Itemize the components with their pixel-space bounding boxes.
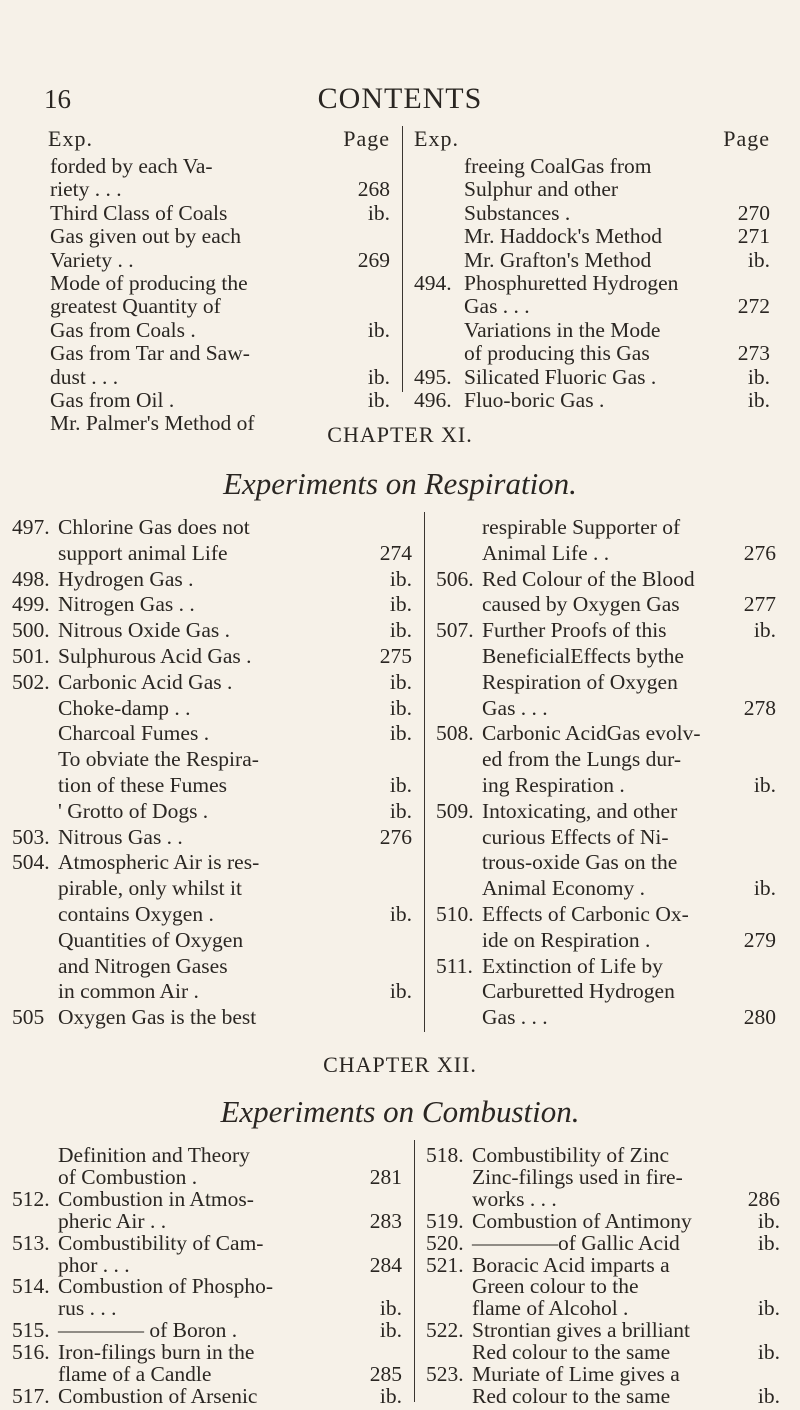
experiment-number: 514. <box>12 1274 50 1299</box>
experiment-number: 520. <box>426 1230 464 1255</box>
entry-title: trous-oxide Gas on the <box>482 850 678 875</box>
page-ref: ib. <box>389 592 412 617</box>
page-ref: ib. <box>389 618 412 643</box>
entry-title: Choke-damp . . <box>58 695 191 720</box>
experiment-number: 502. <box>12 669 50 694</box>
contents-entry <box>414 200 770 226</box>
contents-entry <box>414 317 770 343</box>
contents-entry <box>50 200 390 226</box>
experiment-number: 513. <box>12 1230 50 1255</box>
running-title: CONTENTS <box>317 82 483 115</box>
contents-entry <box>436 591 776 617</box>
page-ref: 278 <box>743 695 776 720</box>
entry-title: Muriate of Lime gives a <box>472 1362 680 1386</box>
page-ref: ib. <box>747 364 770 389</box>
entry-title: To obviate the Respira- <box>58 747 259 772</box>
contents-entry <box>50 293 390 319</box>
entry-title: Respiration of Oxygen <box>482 669 678 694</box>
entry-title: Strontian gives a brilliant <box>472 1318 690 1343</box>
experiment-number: 505 <box>12 1005 45 1030</box>
chapter-12-subtitle: Experiments on Combustion. <box>220 1094 580 1129</box>
left-column-page-heading: Page <box>343 126 390 151</box>
entry-title: Combustion in Atmos- <box>58 1186 254 1211</box>
entry-title: Boracic Acid imparts a <box>472 1252 670 1277</box>
contents-entry <box>12 540 412 566</box>
contents-entry <box>414 293 770 319</box>
column-divider <box>424 512 425 1032</box>
page-ref: ib. <box>379 1383 402 1408</box>
entry-title: ed from the Lungs dur- <box>482 747 681 772</box>
contents-entry <box>436 953 776 979</box>
contents-entry <box>414 364 770 390</box>
contents-entry <box>436 720 776 746</box>
contents-entry <box>426 1383 780 1409</box>
entry-title: Substances . <box>464 200 571 225</box>
entry-title: Mode of producing the <box>50 271 248 295</box>
entry-title: dust . . . <box>50 364 119 389</box>
experiment-number: 511. <box>436 953 473 978</box>
page-ref: 283 <box>369 1208 402 1233</box>
entry-title: contains Oxygen . <box>58 902 214 926</box>
entry-title: and Nitrogen Gases <box>58 953 228 978</box>
entry-title: Nitrogen Gas . . <box>58 592 195 617</box>
entry-title: Definition and Theory <box>58 1143 250 1167</box>
entry-title: Green colour to the <box>472 1274 639 1299</box>
page-ref: ib. <box>753 618 776 643</box>
experiment-number: 521. <box>426 1252 464 1277</box>
page-ref: ib. <box>757 1296 780 1321</box>
page-ref: ib. <box>757 1383 780 1408</box>
entry-title: Carbonic AcidGas evolv- <box>482 721 701 746</box>
page-ref: 286 <box>747 1186 780 1211</box>
contents-entry <box>12 875 412 901</box>
contents-entry <box>414 387 770 413</box>
entry-title: Gas from Coals . <box>50 317 196 342</box>
page-ref: ib. <box>389 798 412 823</box>
contents-entry <box>50 153 390 179</box>
contents-entry <box>50 247 390 273</box>
contents-entry <box>12 566 412 592</box>
contents-entry <box>436 1004 776 1030</box>
entry-title: Silicated Fluoric Gas . <box>464 364 657 389</box>
experiment-number: 508. <box>436 721 474 746</box>
column-divider <box>402 126 403 392</box>
entry-title: pheric Air . . <box>58 1208 167 1233</box>
entry-title: Animal Life . . <box>482 540 610 565</box>
entry-title: Quantities of Oxygen <box>58 927 244 952</box>
entry-title: Mr. Grafton's Method <box>464 247 652 272</box>
experiment-number: 500. <box>12 618 50 643</box>
entry-title: Sulphurous Acid Gas . <box>58 644 252 668</box>
page-ref: 277 <box>743 592 776 617</box>
page-ref: ib. <box>389 979 412 1004</box>
experiment-number: 503. <box>12 824 50 849</box>
experiment-number: 495. <box>414 364 452 389</box>
contents-entry <box>12 901 412 927</box>
page-ref: 280 <box>743 1005 776 1030</box>
entry-title: Effects of Carbonic Ox- <box>482 902 689 926</box>
entry-title: Combustibility of Cam- <box>58 1230 264 1255</box>
entry-title: Gas . . . <box>464 294 530 319</box>
experiment-number: 504. <box>12 850 50 875</box>
contents-entry <box>436 617 776 643</box>
entry-title: Nitrous Gas . . <box>58 824 183 849</box>
entry-title: Fluo-boric Gas . <box>464 388 605 412</box>
entry-title: Further Proofs of this <box>482 618 667 643</box>
experiment-number: 519. <box>426 1208 464 1233</box>
entry-title: flame of a Candle <box>58 1362 212 1386</box>
experiment-number: 523. <box>426 1362 464 1386</box>
contents-entry <box>414 340 770 366</box>
entry-title: Intoxicating, and other <box>482 798 678 823</box>
contents-entry <box>12 720 412 746</box>
entry-title: Mr. Haddock's Method <box>464 224 662 249</box>
entry-title: Sulphur and other <box>464 177 619 202</box>
page-ref: 273 <box>737 341 770 366</box>
entry-title: riety . . . <box>50 177 122 202</box>
page-number: 16 <box>44 84 71 114</box>
page-ref: ib. <box>379 1296 402 1321</box>
page-ref: 281 <box>369 1164 402 1189</box>
page-ref: ib. <box>379 1318 402 1343</box>
entry-title: tion of these Fumes <box>58 773 227 797</box>
entry-title: ide on Respiration . <box>482 927 651 952</box>
chapter-12-heading: CHAPTER XII. <box>323 1052 477 1077</box>
entry-title: Iron-filings burn in the <box>58 1340 255 1365</box>
experiment-number: 494. <box>414 271 452 295</box>
experiment-number: 497. <box>12 515 50 539</box>
contents-entry <box>436 798 776 824</box>
experiment-number: 507. <box>436 618 474 643</box>
experiment-number: 501. <box>12 644 50 668</box>
experiment-number: 506. <box>436 566 474 591</box>
experiment-number: 509. <box>436 798 474 823</box>
page-ref: ib. <box>367 364 390 389</box>
page-ref: ib. <box>389 721 412 746</box>
contents-entry <box>50 317 390 343</box>
entry-title: freeing CoalGas from <box>464 154 652 178</box>
page-ref: 275 <box>379 644 412 668</box>
entry-title: Phosphuretted Hydrogen <box>464 271 679 295</box>
entry-title: Gas . . . <box>482 695 548 720</box>
page-ref: 284 <box>369 1252 402 1277</box>
entry-title: phor . . . <box>58 1252 130 1277</box>
contents-entry <box>12 695 412 721</box>
page-ref: 272 <box>737 294 770 319</box>
entry-title: ing Respiration . <box>482 773 625 797</box>
entry-title: Nitrous Oxide Gas . <box>58 618 230 643</box>
page-ref: 276 <box>743 540 776 565</box>
chapter-11-heading: CHAPTER XI. <box>327 422 473 447</box>
experiment-number: 522. <box>426 1318 464 1343</box>
contents-entry <box>414 153 770 179</box>
column-divider <box>414 1140 415 1402</box>
contents-entry <box>436 978 776 1004</box>
contents-entry <box>50 223 390 249</box>
entry-title: Red colour to the same <box>472 1383 671 1408</box>
contents-entry <box>12 643 412 669</box>
contents-entry <box>12 746 412 772</box>
entry-title: Combustion of Arsenic <box>58 1383 258 1408</box>
contents-entry <box>12 669 412 695</box>
entry-title: works . . . <box>472 1186 557 1211</box>
entry-title: in common Air . <box>58 979 199 1004</box>
experiment-number: 518. <box>426 1143 464 1167</box>
contents-entry <box>436 566 776 592</box>
entry-title: respirable Supporter of <box>482 515 681 539</box>
experiment-number: 510. <box>436 902 474 926</box>
entry-title: Mr. Palmer's Method of <box>50 411 255 436</box>
entry-title: curious Effects of Ni- <box>482 824 669 849</box>
entry-title: Gas from Tar and Saw- <box>50 341 250 366</box>
page-ref: 269 <box>357 247 390 272</box>
page-ref: ib. <box>389 902 412 926</box>
contents-entry <box>414 270 770 296</box>
contents-entry <box>50 364 390 390</box>
contents-entry <box>414 176 770 202</box>
experiment-number: 498. <box>12 566 50 591</box>
contents-entry <box>50 270 390 296</box>
contents-entry <box>12 1004 412 1030</box>
entry-title: Combustion of Phospho- <box>58 1274 274 1299</box>
page-ref: ib. <box>747 247 770 272</box>
contents-entry <box>436 746 776 772</box>
page-ref: ib. <box>389 695 412 720</box>
entry-title: Animal Economy . <box>482 876 646 901</box>
entry-title: of Combustion . <box>58 1164 198 1189</box>
page-ref: ib. <box>367 317 390 342</box>
contents-entry <box>12 798 412 824</box>
contents-entry <box>50 387 390 413</box>
contents-entry <box>414 247 770 273</box>
page-ref: 285 <box>369 1362 402 1386</box>
right-column-exp-heading: Exp. <box>414 126 459 151</box>
contents-entry <box>50 176 390 202</box>
contents-entry <box>12 591 412 617</box>
page-ref: 270 <box>737 200 770 225</box>
entry-title: Zinc-filings used in fire- <box>472 1164 683 1189</box>
entry-title: Variations in the Mode <box>464 317 661 342</box>
contents-entry <box>50 340 390 366</box>
entry-title: flame of Alcohol . <box>472 1296 629 1321</box>
contents-entry <box>436 514 776 540</box>
contents-entry <box>12 772 412 798</box>
contents-entry <box>436 901 776 927</box>
page-ref: ib. <box>753 876 776 901</box>
page-ref: ib. <box>753 773 776 797</box>
contents-entry <box>12 1383 402 1409</box>
page-ref: 268 <box>357 177 390 202</box>
contents-entry <box>414 223 770 249</box>
contents-entry <box>12 617 412 643</box>
page-ref: ib. <box>367 200 390 225</box>
entry-title: Gas . . . <box>482 1005 548 1030</box>
contents-entry <box>436 849 776 875</box>
page-ref: ib. <box>757 1340 780 1365</box>
entry-title: Variety . . <box>50 247 134 272</box>
experiment-number: 515. <box>12 1318 50 1343</box>
contents-entry <box>436 927 776 953</box>
entry-title: of producing this Gas <box>464 341 650 366</box>
experiment-number: 496. <box>414 388 452 412</box>
entry-title: Carburetted Hydrogen <box>482 979 675 1004</box>
entry-title: Extinction of Life by <box>482 953 663 978</box>
experiment-number: 499. <box>12 592 50 617</box>
contents-entry <box>12 514 412 540</box>
entry-title: BeneficialEffects bythe <box>482 644 684 668</box>
contents-entry <box>12 849 412 875</box>
contents-entry <box>12 953 412 979</box>
entry-title: Combustion of Antimony <box>472 1208 692 1233</box>
entry-title: Charcoal Fumes . <box>58 721 210 746</box>
contents-entry <box>436 875 776 901</box>
left-column-exp-heading: Exp. <box>48 126 93 151</box>
contents-entry <box>436 772 776 798</box>
experiment-number: 512. <box>12 1186 50 1211</box>
entry-title: greatest Quantity of <box>50 294 221 319</box>
page-ref: ib. <box>747 388 770 412</box>
page-ref: ib. <box>389 773 412 797</box>
entry-title: forded by each Va- <box>50 154 213 178</box>
contents-entry <box>436 643 776 669</box>
contents-entry <box>12 927 412 953</box>
entry-title: Chlorine Gas does not <box>58 515 250 539</box>
entry-title: Carbonic Acid Gas . <box>58 669 233 694</box>
page-ref: ib. <box>757 1208 780 1233</box>
entry-title: caused by Oxygen Gas <box>482 592 680 617</box>
entry-title: pirable, only whilst it <box>58 876 242 901</box>
entry-title: ————of Gallic Acid <box>472 1230 680 1255</box>
page-ref: 276 <box>379 824 412 849</box>
chapter-11-subtitle: Experiments on Respiration. <box>223 466 577 501</box>
entry-title: Third Class of Coals <box>50 200 228 225</box>
right-column-page-heading: Page <box>723 126 770 151</box>
entry-title: ———— of Boron . <box>58 1318 238 1343</box>
experiment-number: 517. <box>12 1383 50 1408</box>
contents-entry <box>436 695 776 721</box>
entry-title: Atmospheric Air is res- <box>58 850 260 875</box>
contents-entry <box>12 824 412 850</box>
entry-title: Gas given out by each <box>50 224 242 249</box>
entry-title: Hydrogen Gas . <box>58 566 194 591</box>
page-ref: 279 <box>743 927 776 952</box>
contents-entry <box>436 669 776 695</box>
page-ref: ib. <box>367 388 390 412</box>
experiment-number: 516. <box>12 1340 50 1365</box>
contents-entry <box>12 978 412 1004</box>
contents-entry <box>436 824 776 850</box>
entry-title: ' Grotto of Dogs . <box>58 798 209 823</box>
contents-entry <box>436 540 776 566</box>
entry-title: Red Colour of the Blood <box>482 566 695 591</box>
entry-title: support animal Life <box>58 540 228 565</box>
entry-title: Combustibility of Zinc <box>472 1143 670 1167</box>
page-ref: ib. <box>389 566 412 591</box>
entry-title: Gas from Oil . <box>50 388 175 412</box>
page-ref: ib. <box>757 1230 780 1255</box>
page-ref: 271 <box>737 224 770 249</box>
page-ref: ib. <box>389 669 412 694</box>
entry-title: Red colour to the same <box>472 1340 671 1365</box>
page-ref: 274 <box>379 540 412 565</box>
entry-title: Oxygen Gas is the best <box>58 1005 257 1030</box>
entry-title: rus . . . <box>58 1296 117 1321</box>
